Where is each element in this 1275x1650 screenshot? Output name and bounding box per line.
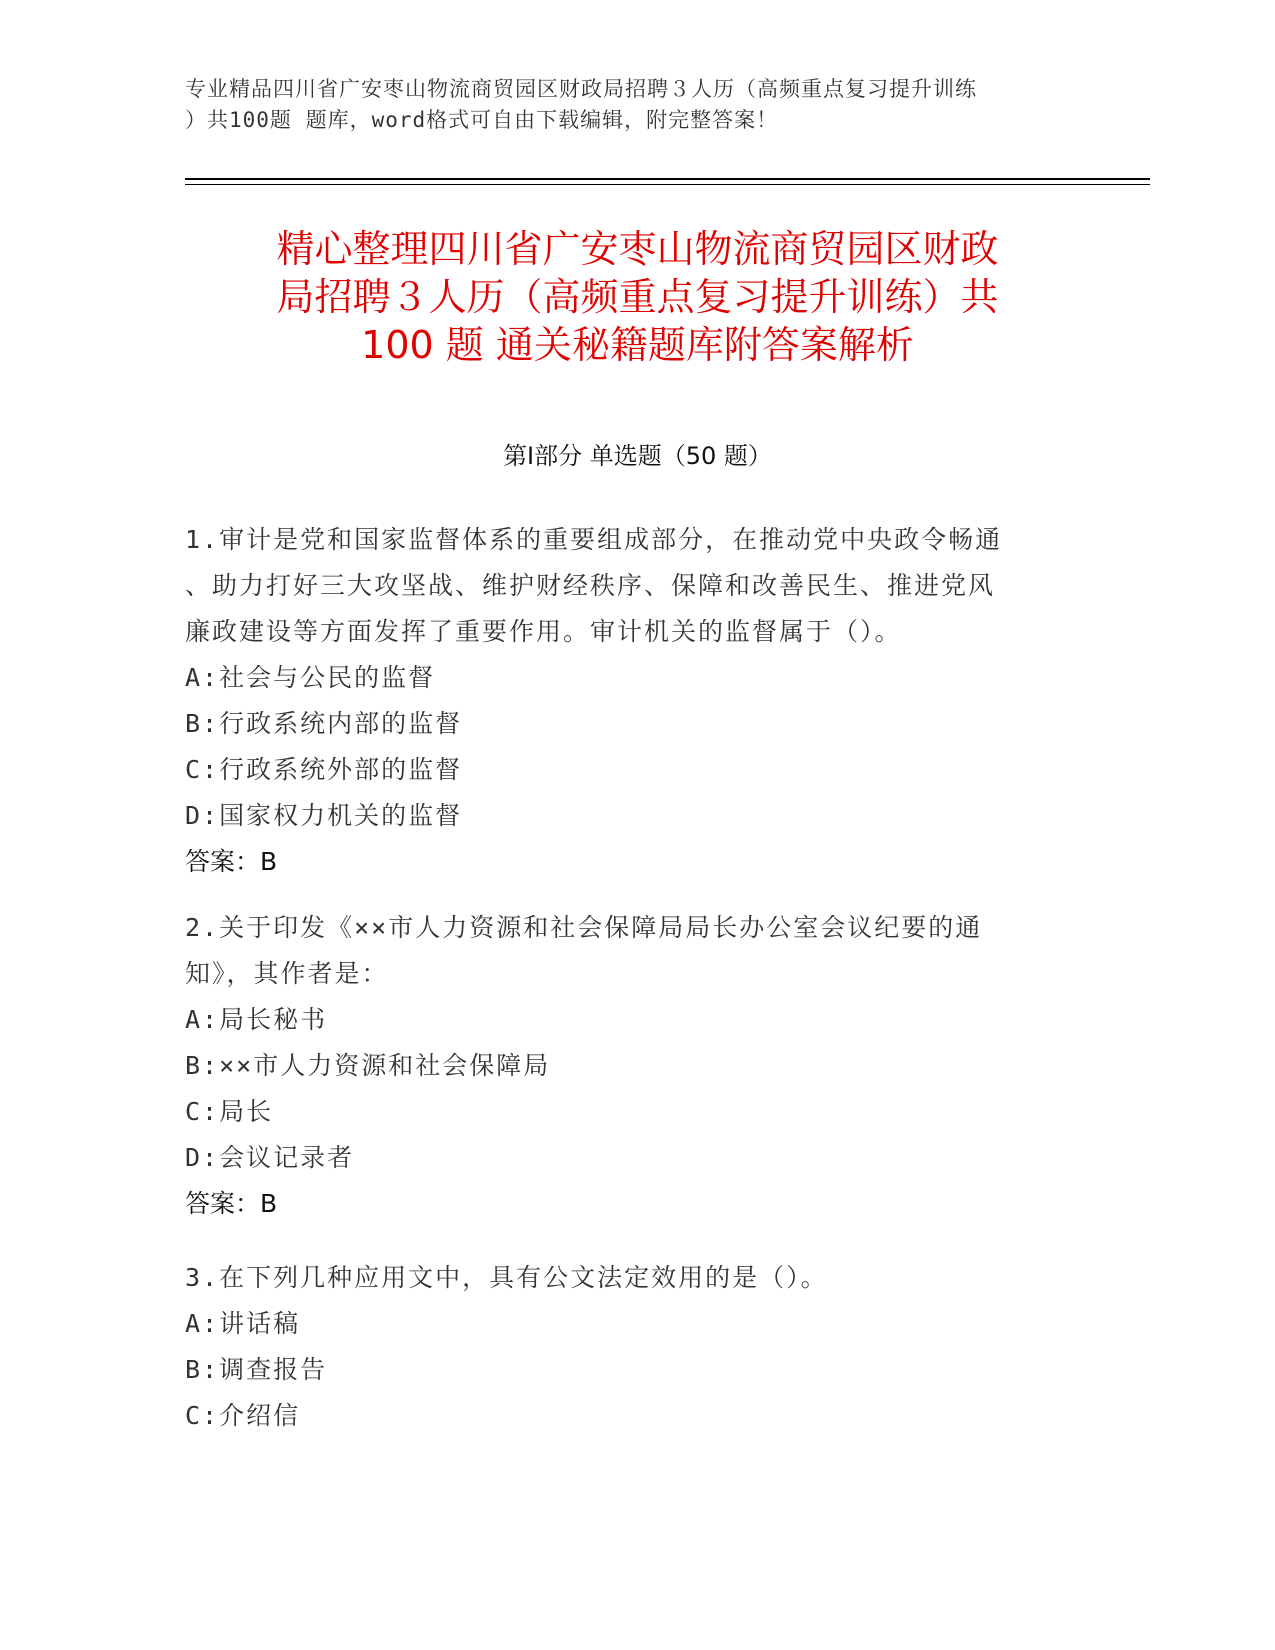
title-line: 精心整理四川省广安枣山物流商贸园区财政 xyxy=(276,227,999,271)
option-c: C:局长 xyxy=(185,1097,274,1126)
document-title xyxy=(150,225,1125,369)
stem-line: 知》，其作者是： xyxy=(185,959,389,988)
option-a: A:社会与公民的监督 xyxy=(185,663,436,692)
question-2 xyxy=(185,905,1085,1227)
stem-line: 1.审计是党和国家监督体系的重要组成部分，在推动党中央政令畅通 xyxy=(185,525,1003,554)
stem-line: 3.在下列几种应用文中，具有公文法定效用的是（）。 xyxy=(185,1263,828,1292)
option-a: A:局长秘书 xyxy=(185,1005,328,1034)
question-stem xyxy=(185,1255,1085,1301)
option-d: D:会议记录者 xyxy=(185,1143,355,1172)
option-b: B:调查报告 xyxy=(185,1355,328,1384)
question-3 xyxy=(185,1255,1085,1439)
header-divider-thick xyxy=(185,178,1150,180)
stem-line: 、助力打好三大攻坚战、维护财经秩序、保障和改善民生、推进党风 xyxy=(185,571,996,600)
header-note-line: ）共100题 题库，word格式可自由下载编辑，附完整答案！ xyxy=(185,108,779,132)
question-stem xyxy=(185,517,1085,655)
option-d: D:国家权力机关的监督 xyxy=(185,801,463,830)
stem-line: 2.关于印发《××市人力资源和社会保障局局长办公室会议纪要的通 xyxy=(185,913,983,942)
answer: 答案：B xyxy=(185,847,278,876)
option-a: A:讲话稿 xyxy=(185,1309,301,1338)
question-stem xyxy=(185,905,1085,997)
option-b: B:××市人力资源和社会保障局 xyxy=(185,1051,551,1080)
document-header-note xyxy=(185,74,1090,136)
header-note-line: 专业精品四川省广安枣山物流商贸园区财政局招聘３人历（高频重点复习提升训练 xyxy=(185,77,977,101)
title-line: 100 题 通关秘籍题库附答案解析 xyxy=(361,323,914,367)
title-line: 局招聘３人历（高频重点复习提升训练）共 xyxy=(276,275,999,319)
option-b: B:行政系统内部的监督 xyxy=(185,709,463,738)
question-1 xyxy=(185,517,1085,885)
stem-line: 廉政建设等方面发挥了重要作用。审计机关的监督属于（）。 xyxy=(185,617,902,646)
answer: 答案：B xyxy=(185,1189,278,1218)
header-divider-thin xyxy=(185,184,1150,185)
section-heading: 第Ⅰ部分 单选题（50 题） xyxy=(503,442,772,470)
option-c: C:行政系统外部的监督 xyxy=(185,755,463,784)
option-c: C:介绍信 xyxy=(185,1401,301,1430)
